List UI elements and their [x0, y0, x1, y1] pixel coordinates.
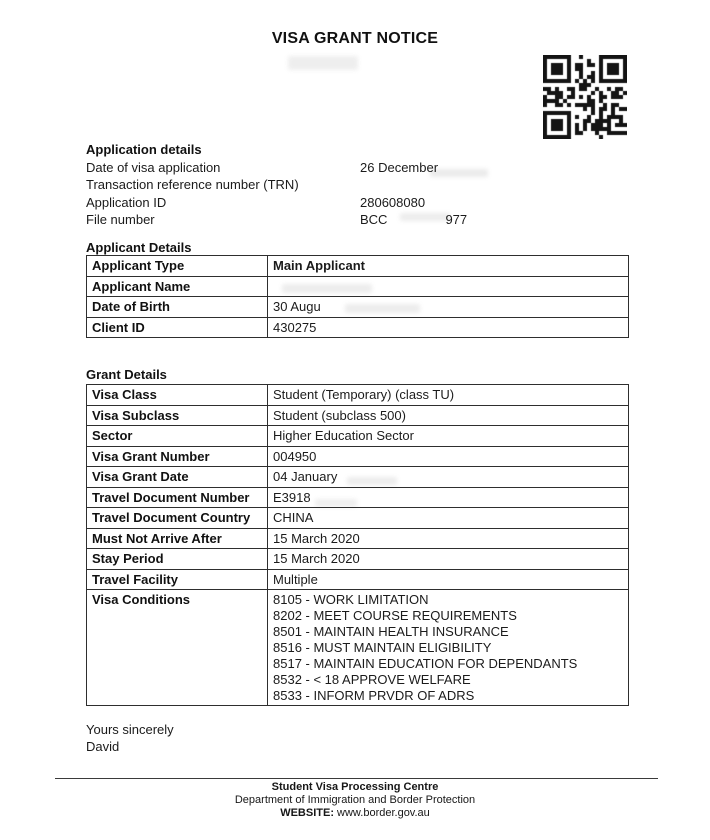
application-details-heading: Application details: [86, 142, 202, 157]
signature-closing: Yours sincerely: [86, 722, 174, 737]
footer: [0, 781, 710, 820]
page-title: VISA GRANT NOTICE: [271, 30, 439, 47]
field-value: [268, 276, 629, 297]
qr-code: [543, 55, 627, 139]
footer-divider: [55, 778, 658, 779]
field-value: BCC 977: [360, 212, 468, 227]
field-value: 430275: [268, 317, 629, 338]
visa-condition-line: 8501 - MAINTAIN HEALTH INSURANCE: [273, 624, 509, 639]
field-value: Main Applicant: [268, 256, 629, 277]
footer-website: [0, 807, 710, 820]
table-row: [87, 385, 629, 406]
field-row: [86, 194, 629, 212]
field-label: Transaction reference number (TRN): [86, 177, 299, 192]
footer-centre-name: Student Visa Processing Centre: [271, 781, 439, 793]
field-label: Travel Facility: [87, 569, 268, 590]
field-value: 15 March 2020: [268, 528, 629, 549]
table-row: [87, 276, 629, 297]
footer-website-label: WEBSITE:: [280, 807, 334, 819]
field-value: 280608080: [360, 194, 426, 210]
field-label: Applicant Type: [87, 256, 268, 277]
grant-details-heading: Grant Details: [86, 367, 167, 382]
field-value: 04 January: [268, 467, 629, 488]
applicant-details-heading: Applicant Details: [86, 240, 192, 255]
field-value: Student (Temporary) (class TU): [268, 385, 629, 406]
table-row: [87, 487, 629, 508]
field-value: 26 December: [360, 159, 439, 175]
field-value: Student (subclass 500): [268, 405, 629, 426]
signature-name: David: [86, 739, 120, 754]
table-row: [87, 405, 629, 426]
field-label: Travel Document Country: [87, 508, 268, 529]
visa-condition-line: 8202 - MEET COURSE REQUIREMENTS: [273, 608, 517, 623]
field-label: Date of visa application: [86, 159, 221, 175]
field-label: Stay Period: [87, 549, 268, 570]
table-row: [87, 297, 629, 318]
field-label: Visa Conditions: [87, 590, 268, 706]
field-label: Visa Grant Number: [87, 446, 268, 467]
visa-condition-line: 8533 - INFORM PRVDR OF ADRS: [273, 688, 475, 703]
table-row: [87, 549, 629, 570]
field-label: Visa Class: [87, 385, 268, 406]
table-row: [87, 317, 629, 338]
field-label: Visa Subclass: [87, 405, 268, 426]
table-row: [87, 508, 629, 529]
field-value: 30 Augu: [268, 297, 629, 318]
table-row: [87, 569, 629, 590]
table-row: [87, 528, 629, 549]
field-row: [86, 159, 629, 177]
footer-website-url: www.border.gov.au: [337, 807, 430, 819]
field-value: Higher Education Sector: [268, 426, 629, 447]
field-label: Travel Document Number: [87, 487, 268, 508]
grant-details-table: [86, 384, 629, 706]
field-label: Application ID: [86, 194, 167, 210]
field-value-tail: 977: [445, 212, 468, 227]
signature-block: [86, 721, 174, 755]
visa-condition-line: 8516 - MUST MAINTAIN ELIGIBILITY: [273, 640, 492, 655]
field-label: Client ID: [87, 317, 268, 338]
visa-condition-line: 8532 - < 18 APPROVE WELFARE: [273, 672, 471, 687]
table-row: [87, 426, 629, 447]
visa-condition-line: 8105 - WORK LIMITATION: [273, 592, 429, 607]
redaction-smudge: [288, 56, 358, 70]
applicant-details-table: [86, 255, 629, 338]
field-label: File number: [86, 212, 155, 227]
field-value: 004950: [268, 446, 629, 467]
table-row: [87, 446, 629, 467]
table-row: [87, 590, 629, 706]
field-label: Visa Grant Date: [87, 467, 268, 488]
footer-department: Department of Immigration and Border Protection: [234, 794, 476, 806]
visa-conditions-list: [268, 590, 629, 706]
field-label: Applicant Name: [87, 276, 268, 297]
application-details-section: [86, 141, 629, 229]
field-value: 15 March 2020: [268, 549, 629, 570]
field-label: Date of Birth: [87, 297, 268, 318]
field-value: E3918: [268, 487, 629, 508]
visa-condition-line: 8517 - MAINTAIN EDUCATION FOR DEPENDANTS: [273, 656, 578, 671]
field-row: [86, 176, 629, 194]
field-value: CHINA: [268, 508, 629, 529]
field-row: [86, 211, 629, 229]
field-label: Sector: [87, 426, 268, 447]
table-row: [87, 467, 629, 488]
table-row: [87, 256, 629, 277]
field-value: Multiple: [268, 569, 629, 590]
field-label: Must Not Arrive After: [87, 528, 268, 549]
